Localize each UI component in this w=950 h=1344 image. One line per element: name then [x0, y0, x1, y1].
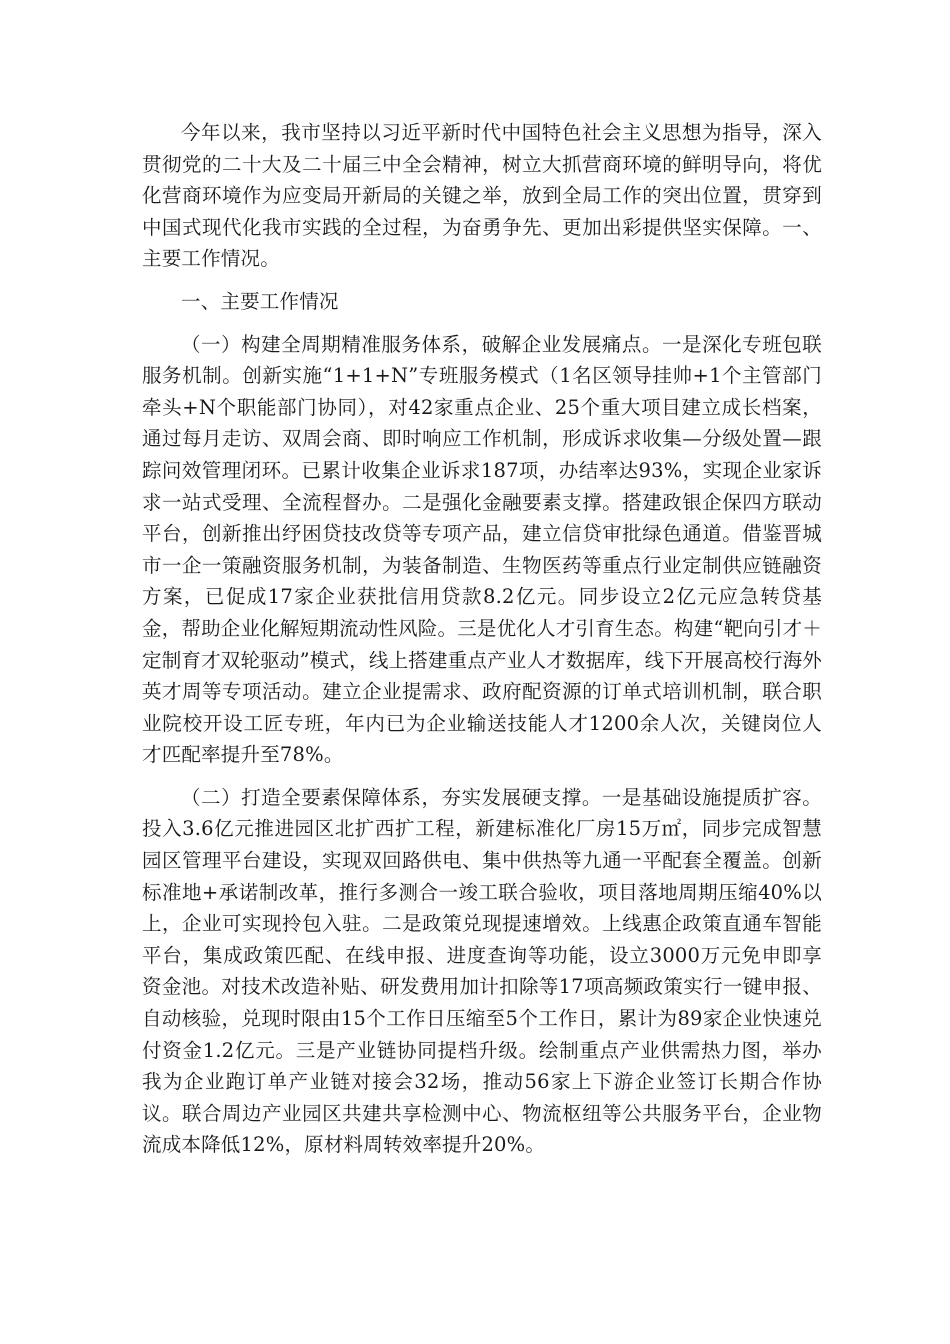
- document-body: [142, 117, 822, 1172]
- subsection-1-paragraph: （一）构建全周期精准服务体系，破解企业发展痛点。一是深化专班包联服务机制。创新实施“1+1+N”专班服务模式（1名区领导挂帅+1个主管部门牵头+N个职能部门协同），对42家重点企业、25个重大项目建立成长档案，通过每月走访、双周会商、即时响应工作机制，形成诉求收集—分级处置—跟踪问效管理闭环。已累计收集企业诉求187项，办结率达93%，实现企业家诉求一站式受理、全流程督办。二是强化金融要素支撑。搭建政银企保四方联动平台，创新推出纾困贷技改贷等专项产品，建立信贷审批绿色通道。借鉴晋城市一企一策融资服务机制，为装备制造、生物医药等重点行业定制供应链融资方案，已促成17家企业获批信用贷款8.2亿元。同步设立2亿元应急转贷基金，帮助企业化解短期流动性风险。三是优化人才引育生态。构建“靶向引才＋定制育才双轮驱动”模式，线上搭建重点产业人才数据库，线下开展高校行海外英才周等专项活动。建立企业提需求、政府配资源的订单式培训机制，联合职业院校开设工匠专班，年内已为企业输送技能人才1200余人次，关键岗位人才匹配率提升至78%。: [142, 332, 822, 767]
- intro-paragraph: 今年以来，我市坚持以习近平新时代中国特色社会主义思想为指导，深入贯彻党的二十大及二十届三中全会精神，树立大抓营商环境的鲜明导向，将优化营商环境作为应变局开新局的关键之举，放到全局工作的突出位置，贯穿到中国式现代化我市实践的全过程，为奋勇争先、更加出彩提供坚实保障。一、主要工作情况。: [142, 121, 822, 271]
- subsection-2-paragraph: （二）打造全要素保障体系，夯实发展硬支撑。一是基础设施提质扩容。投入3.6亿元推进园区北扩西扩工程，新建标准化厂房15万㎡，同步完成智慧园区管理平台建设，实现双回路供电、集中供热等九通一平配套全覆盖。创新标准地+承诺制改革，推行多测合一竣工联合验收，项目落地周期压缩40%以上，企业可实现拎包入驻。二是政策兑现提速增效。上线惠企政策直通车智能平台，集成政策匹配、在线申报、进度查询等功能，设立3000万元免申即享资金池。对技术改造补贴、研发费用加计扣除等17项高频政策实行一键申报、自动核验，兑现时限由15个工作日压缩至5个工作日，累计为89家企业快速兑付资金1.2亿元。三是产业链协同提档升级。绘制重点产业供需热力图，举办我为企业跑订单产业链对接会32场，推动56家上下游企业签订长期合作协议。联合周边产业园区共建共享检测中心、物流枢纽等公共服务平台，企业物流成本降低12%，原材料周转效率提升20%。: [142, 785, 822, 1157]
- section-heading: 一、主要工作情况: [181, 289, 339, 313]
